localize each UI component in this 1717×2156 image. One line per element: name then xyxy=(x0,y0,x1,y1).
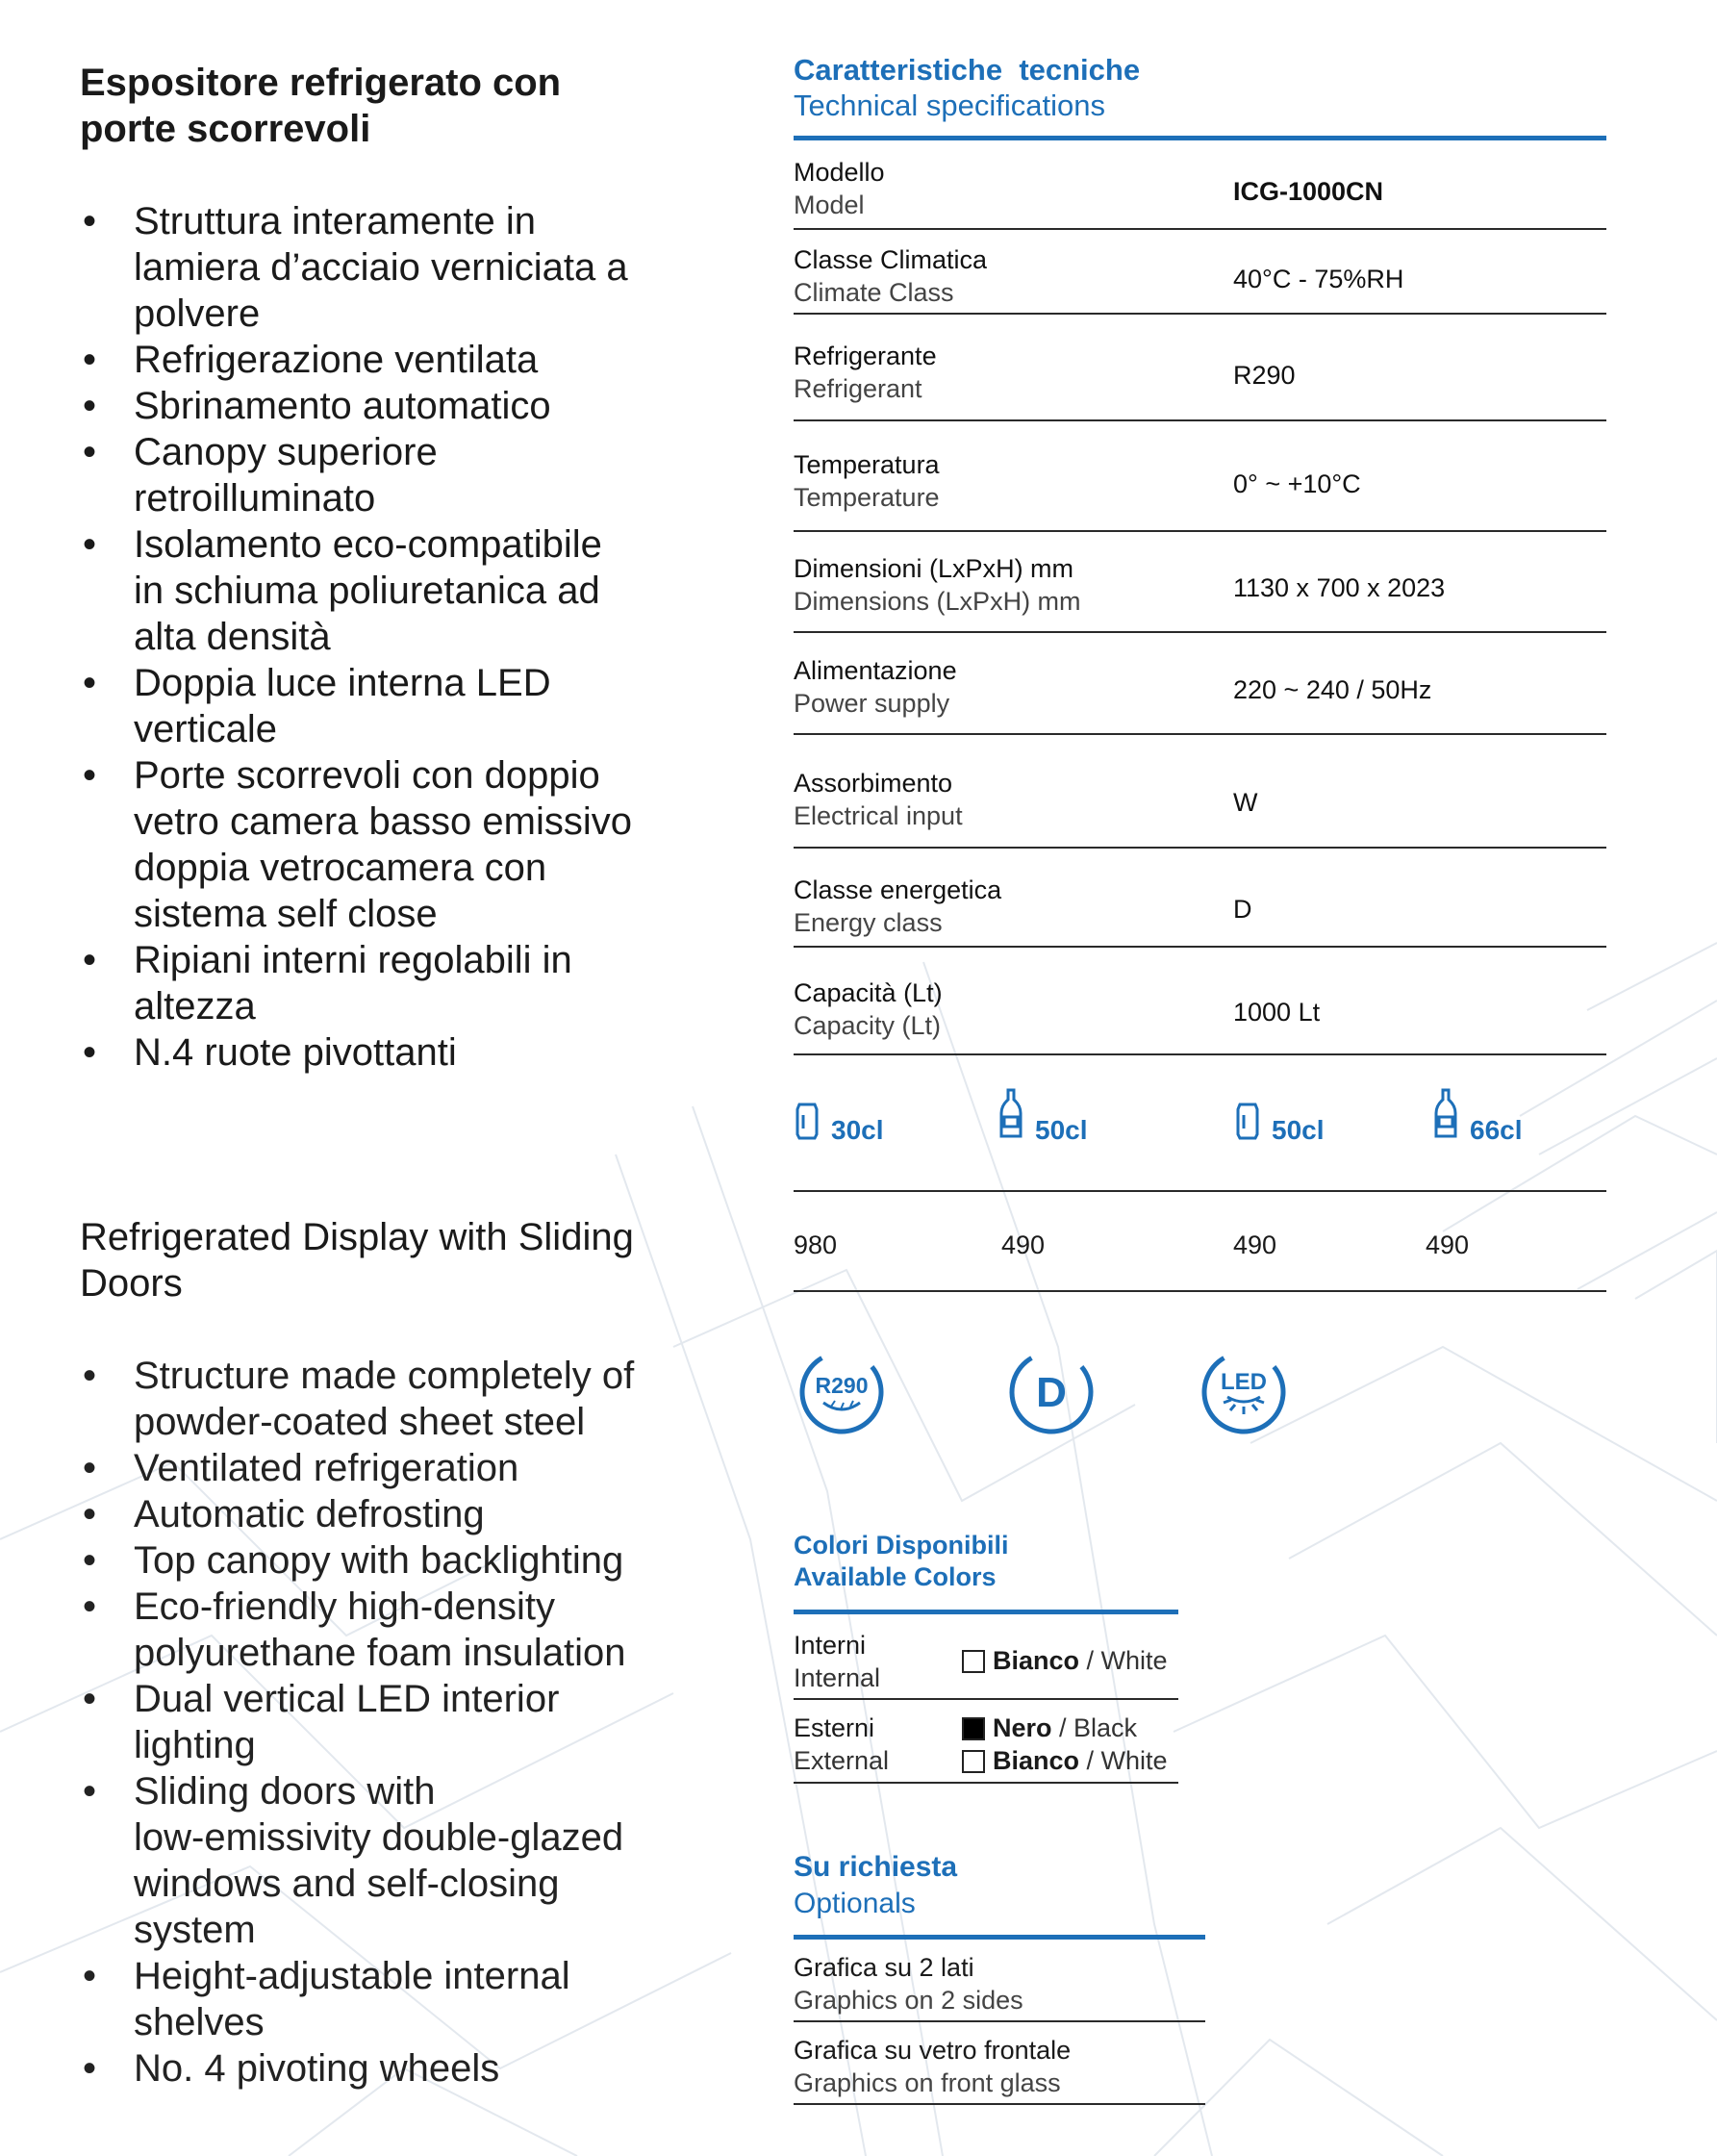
spec-label-it: Refrigerante xyxy=(794,342,937,370)
feature-line: Sliding doors with xyxy=(134,1770,436,1813)
feature-line: N.4 ruote pivottanti xyxy=(134,1031,457,1074)
feature-item xyxy=(80,1676,734,1768)
feature-item xyxy=(80,752,734,937)
specs-heading xyxy=(794,52,1140,123)
r290-refrigerant-badge-icon xyxy=(796,1347,887,1437)
spec-label-it: Assorbimento xyxy=(794,769,953,798)
feature-line: verticale xyxy=(134,708,277,750)
capacity-format-label: 50cl xyxy=(1035,1115,1088,1145)
optional-item-en: Graphics on front glass xyxy=(794,2068,1061,2097)
spec-label-it: Alimentazione xyxy=(794,656,957,685)
spec-value: D xyxy=(1233,895,1252,924)
specs-heading-it: Caratteristiche tecniche xyxy=(794,53,1141,87)
feature-item xyxy=(80,429,734,521)
optional-item-it: Grafica su 2 lati xyxy=(794,1953,974,1982)
spec-label-it: Classe Climatica xyxy=(794,245,988,274)
capacity-format-label: 66cl xyxy=(1470,1115,1523,1145)
external-en: External xyxy=(794,1746,890,1775)
feature-line: retroilluminato xyxy=(134,477,376,520)
external-white-swatch xyxy=(962,1744,1168,1777)
feature-line: vetro camera basso emissivo xyxy=(134,800,632,843)
feature-line: shelves xyxy=(134,2001,265,2043)
led-badge-text: LED xyxy=(1221,1369,1267,1395)
optional-item-en: Graphics on 2 sides xyxy=(794,1986,1023,2015)
internal-en: Internal xyxy=(794,1663,881,1692)
capacity-icons-rule xyxy=(794,1190,1606,1192)
spec-row-rule xyxy=(794,530,1606,532)
spec-label xyxy=(794,654,957,720)
optional-rule xyxy=(794,2103,1205,2105)
colors-heading-rule xyxy=(794,1610,1178,1614)
colors-internal-label xyxy=(794,1629,880,1694)
spec-row-rule xyxy=(794,419,1606,421)
capacity-format-label: 30cl xyxy=(831,1115,884,1145)
spec-row-rule xyxy=(794,847,1606,849)
features-list-it xyxy=(80,198,734,1076)
spec-label xyxy=(794,767,963,832)
feature-line: altezza xyxy=(134,985,256,1027)
optionals-heading-rule xyxy=(794,1935,1205,1940)
optionals-heading xyxy=(794,1849,957,1922)
feature-line: polyurethane foam insulation xyxy=(134,1632,626,1674)
optional-item xyxy=(794,1951,1023,2016)
title-en-line1: Refrigerated Display with Sliding xyxy=(80,1216,634,1258)
capacity-format xyxy=(795,1102,884,1145)
feature-line: Eco-friendly high-density xyxy=(134,1585,555,1628)
r290-badge-text: R290 xyxy=(815,1373,869,1398)
optionals-heading-en: Optionals xyxy=(794,1888,916,1919)
feature-item xyxy=(80,1537,734,1584)
spec-label-it: Capacità (Lt) xyxy=(794,978,943,1007)
colors-heading xyxy=(794,1530,1009,1593)
can-icon xyxy=(795,1102,820,1145)
capacity-count: 490 xyxy=(1001,1230,1046,1259)
specs-heading-rule xyxy=(794,136,1606,140)
internal-white-it: Bianco xyxy=(993,1646,1080,1675)
feature-line: doppia vetrocamera con xyxy=(134,847,547,889)
spec-value: 40°C - 75%RH xyxy=(1233,265,1404,293)
spec-label xyxy=(794,977,943,1042)
spec-label-en: Model xyxy=(794,190,865,219)
title-en xyxy=(80,1214,734,1306)
optional-rule xyxy=(794,2020,1205,2022)
white-swatch-icon xyxy=(962,1650,985,1673)
feature-line: polvere xyxy=(134,292,261,335)
colors-internal-rule xyxy=(794,1698,1178,1700)
feature-line: Refrigerazione ventilata xyxy=(134,339,539,381)
spec-value: W xyxy=(1233,788,1258,817)
external-it: Esterni xyxy=(794,1713,875,1742)
feature-line: powder-coated sheet steel xyxy=(134,1401,586,1443)
spec-label-en: Energy class xyxy=(794,908,943,937)
spec-label-en: Dimensions (LxPxH) mm xyxy=(794,587,1081,616)
spec-value: R290 xyxy=(1233,361,1296,390)
spec-row-rule xyxy=(794,313,1606,315)
spec-label xyxy=(794,874,1001,939)
capacity-count: 490 xyxy=(1233,1230,1277,1259)
white-swatch-icon xyxy=(962,1750,985,1773)
feature-line: No. 4 pivoting wheels xyxy=(134,2047,500,2090)
feature-line: Struttura interamente in xyxy=(134,200,536,242)
feature-line: system xyxy=(134,1909,256,1951)
feature-line: low-emissivity double-glazed xyxy=(134,1816,624,1859)
external-black-en: / Black xyxy=(1059,1713,1138,1742)
feature-line: Ventilated refrigeration xyxy=(134,1447,519,1489)
bottle-icon xyxy=(998,1088,1023,1145)
colors-heading-it: Colori Disponibili xyxy=(794,1531,1009,1560)
feature-line: Dual vertical LED interior xyxy=(134,1678,560,1720)
spec-row-rule xyxy=(794,631,1606,633)
feature-line: Structure made completely of xyxy=(134,1355,635,1397)
external-white-it: Bianco xyxy=(993,1746,1080,1775)
spec-label-en: Climate Class xyxy=(794,278,954,307)
spec-label xyxy=(794,340,937,405)
spec-value: 0° ~ +10°C xyxy=(1233,469,1361,498)
feature-line: windows and self-closing xyxy=(134,1863,560,1905)
feature-line: Isolamento eco-compatibile xyxy=(134,523,602,566)
feature-line: Ripiani interni regolabili in xyxy=(134,939,572,981)
feature-line: Canopy superiore xyxy=(134,431,438,473)
spec-label-en: Refrigerant xyxy=(794,374,922,403)
capacity-count: 490 xyxy=(1426,1230,1470,1259)
can-icon xyxy=(1235,1102,1260,1145)
colors-external-rule xyxy=(794,1782,1178,1784)
energy-badge-text: D xyxy=(1036,1369,1067,1416)
feature-item xyxy=(80,383,734,429)
spec-value: 1000 Lt xyxy=(1233,998,1321,1027)
spec-label xyxy=(794,552,1081,618)
capacity-count: 980 xyxy=(794,1230,838,1259)
feature-item xyxy=(80,1953,734,2045)
feature-line: Porte scorrevoli con doppio xyxy=(134,754,600,797)
led-lighting-badge-icon xyxy=(1199,1347,1289,1437)
feature-line: Doppia luce interna LED xyxy=(134,662,551,704)
spec-label-it: Classe energetica xyxy=(794,875,1002,904)
spec-label-en: Temperature xyxy=(794,483,940,512)
black-swatch-icon xyxy=(962,1717,985,1740)
feature-line: Height-adjustable internal xyxy=(134,1955,570,1997)
feature-line: lighting xyxy=(134,1724,256,1766)
spec-label xyxy=(794,156,885,221)
spec-row-rule xyxy=(794,946,1606,948)
feature-item xyxy=(80,337,734,383)
feature-line: Automatic defrosting xyxy=(134,1493,485,1535)
spec-value: ICG-1000CN xyxy=(1233,177,1384,206)
feature-line: Top canopy with backlighting xyxy=(134,1539,624,1582)
spec-value: 220 ~ 240 / 50Hz xyxy=(1233,675,1432,704)
feature-item xyxy=(80,937,734,1029)
spec-label-en: Capacity (Lt) xyxy=(794,1011,942,1040)
internal-white-en: / White xyxy=(1086,1646,1168,1675)
capacity-format xyxy=(998,1088,1088,1145)
feature-item xyxy=(80,660,734,752)
spec-value: 1130 x 700 x 2023 xyxy=(1233,573,1446,602)
spec-row-rule xyxy=(794,733,1606,735)
feature-line: Sbrinamento automatico xyxy=(134,385,551,427)
optional-item-it: Grafica su vetro frontale xyxy=(794,2036,1072,2065)
internal-it: Interni xyxy=(794,1631,867,1660)
capacity-counts-rule xyxy=(794,1290,1606,1292)
feature-item xyxy=(80,1768,734,1953)
feature-item xyxy=(80,521,734,660)
spec-label xyxy=(794,448,940,514)
feature-item xyxy=(80,1445,734,1491)
capacity-format-label: 50cl xyxy=(1272,1115,1325,1145)
specs-heading-en: Technical specifications xyxy=(794,89,1105,122)
capacity-format xyxy=(1235,1102,1325,1145)
external-black-swatch xyxy=(962,1712,1137,1744)
capacity-format xyxy=(1433,1088,1523,1145)
external-white-en: / White xyxy=(1086,1746,1168,1775)
feature-line: in schiuma poliuretanica ad xyxy=(134,570,600,612)
feature-line: lamiera d’acciaio verniciata a xyxy=(134,246,628,289)
optional-item xyxy=(794,2034,1071,2099)
internal-white-swatch xyxy=(962,1644,1168,1677)
title-it xyxy=(80,60,695,152)
spec-label-en: Electrical input xyxy=(794,801,963,830)
energy-class-badge-icon xyxy=(1006,1347,1097,1437)
spec-row-rule xyxy=(794,228,1606,230)
features-list-en xyxy=(80,1353,734,2092)
external-black-it: Nero xyxy=(993,1713,1052,1742)
feature-item xyxy=(80,1584,734,1676)
feature-line: sistema self close xyxy=(134,893,438,935)
optionals-heading-it: Su richiesta xyxy=(794,1851,958,1883)
spec-row-rule xyxy=(794,1053,1606,1055)
spec-label-en: Power supply xyxy=(794,689,950,718)
spec-label-it: Temperatura xyxy=(794,450,940,479)
spec-label xyxy=(794,243,987,309)
feature-item xyxy=(80,1491,734,1537)
spec-label-it: Dimensioni (LxPxH) mm xyxy=(794,554,1074,583)
feature-item xyxy=(80,198,734,337)
colors-external-label xyxy=(794,1712,889,1777)
title-en-line2: Doors xyxy=(80,1262,183,1305)
feature-item xyxy=(80,1029,734,1076)
title-it-line1: Espositore refrigerato con xyxy=(80,62,562,104)
feature-item xyxy=(80,2045,734,2092)
bottle-icon xyxy=(1433,1088,1458,1145)
feature-line: alta densità xyxy=(134,616,331,658)
colors-heading-en: Available Colors xyxy=(794,1562,997,1591)
title-it-line2: porte scorrevoli xyxy=(80,108,371,150)
feature-item xyxy=(80,1353,734,1445)
spec-label-it: Modello xyxy=(794,158,885,187)
